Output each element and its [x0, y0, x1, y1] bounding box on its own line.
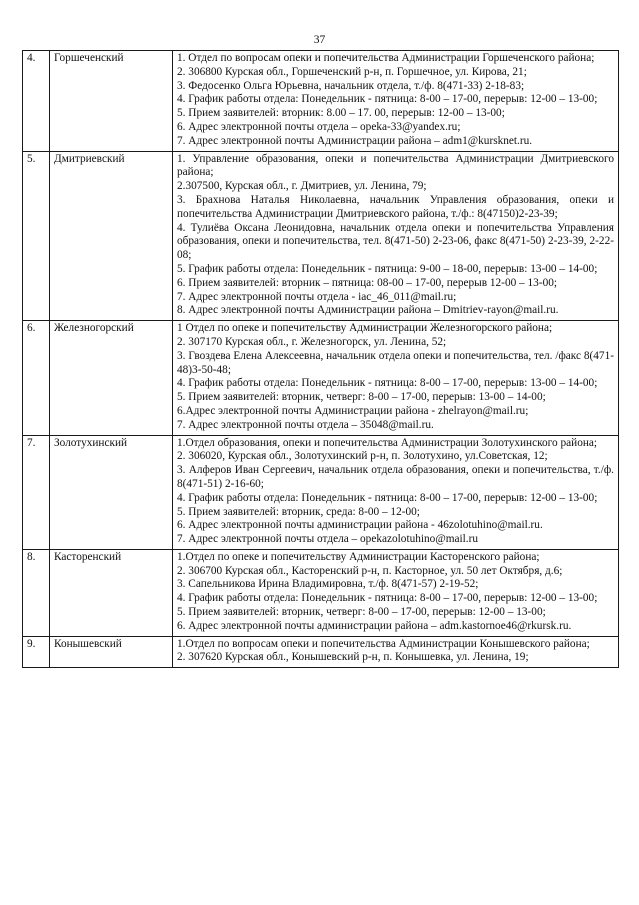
department-info: [173, 636, 619, 668]
info-line: 7. Адрес электронной почты отдела – 35048@mail.ru.: [177, 418, 434, 431]
table-row: [23, 549, 619, 636]
info-line: 3. Брахнова Наталья Николаевна, начальник Управления образования, опеки и попечительства Администрации Дмитриевского района, т./ф.: 8(47150)2-23-39;: [177, 193, 614, 220]
info-line: 4. График работы отдела: Понедельник - пятница: 8-00 – 17-00, перерыв: 12-00 – 13-00;: [177, 491, 598, 504]
info-line: 2.307500, Курская обл., г. Дмитриев, ул. Ленина, 79;: [177, 180, 427, 193]
info-line: 5. График работы отдела: Понедельник - пятница: 9-00 – 18-00, перерыв: 13-00 – 14-00;: [177, 262, 598, 275]
info-line: 1.Отдел по вопросам опеки и попечительства Администрации Конышевского района;: [177, 637, 590, 650]
info-line: 3. Федосенко Ольга Юрьевна, начальник отдела, т./ф. 8(471-33) 2-18-83;: [177, 79, 525, 92]
info-line: 3. Гвоздева Елена Алексеевна, начальник отдела опеки и попечительства, тел. /факс 8(471-48)3-50-48;: [177, 349, 614, 376]
table-row: [23, 636, 619, 668]
table-row: [23, 51, 619, 152]
department-info: [173, 151, 619, 321]
info-line: 6. Адрес электронной почты администрации района – adm.kastornoe46@rkursk.ru.: [177, 619, 572, 632]
info-line: 6. Адрес электронной почты отдела – opeka-33@yandex.ru;: [177, 120, 461, 133]
table-row: [23, 435, 619, 549]
info-line: 1 Отдел по опеке и попечительству Администрации Железногорского района;: [177, 322, 553, 335]
info-line: 1.Отдел по опеке и попечительству Администрации Касторенского района;: [177, 550, 540, 563]
row-number: 4.: [23, 51, 50, 152]
info-line: 7. Адрес электронной почты Администрации района – adm1@kursknet.ru.: [177, 134, 533, 147]
info-line: 8. Адрес электронной почты Администрации района – Dmitriev-rayon@mail.ru.: [177, 304, 559, 317]
row-number: 6.: [23, 321, 50, 435]
district-name: Горшеченский: [50, 51, 173, 152]
guardianship-departments-table: [22, 50, 619, 668]
table-row: [23, 151, 619, 321]
row-number: 8.: [23, 549, 50, 636]
info-line: 7. Адрес электронной почты отдела – opekazolotuhino@mail.ru: [177, 533, 479, 546]
info-line: 7. Адрес электронной почты отдела - iac_46_011@mail.ru;: [177, 290, 457, 303]
info-line: 4. График работы отдела: Понедельник - пятница: 8-00 – 17-00, перерыв: 12-00 – 13-00;: [177, 93, 598, 106]
page-number: 37: [313, 34, 326, 46]
info-line: 5. Прием заявителей: вторник, среда: 8-00 – 12-00;: [177, 505, 420, 518]
department-info: [173, 549, 619, 636]
info-line: 4. Тулиёва Оксана Леонидовна, начальник отдела опеки и попечительства Управления образования, опеки и попечительства, тел. 8(471-50) 2-23-06, факс 8(471-50) 2-23-39, 2-22-08;: [177, 221, 614, 262]
info-line: 2. 306700 Курская обл., Касторенский р-н, п. Касторное, ул. 50 лет Октября, д.6;: [177, 564, 563, 577]
department-info: [173, 51, 619, 152]
district-name: Дмитриевский: [50, 151, 173, 321]
row-number: 7.: [23, 435, 50, 549]
district-name: Железногорский: [50, 321, 173, 435]
district-name: Конышевский: [50, 636, 173, 668]
department-info: [173, 321, 619, 435]
info-line: 4. График работы отдела: Понедельник - пятница: 8-00 – 17-00, перерыв: 12-00 – 13-00;: [177, 592, 598, 605]
info-line: 1.Отдел образования, опеки и попечительства Администрации Золотухинского района;: [177, 436, 598, 449]
info-line: 1. Управление образования, опеки и попечительства Администрации Дмитриевского района;: [177, 152, 614, 179]
info-line: 6.Адрес электронной почты Администрации района - zhelrayon@mail.ru;: [177, 404, 529, 417]
district-name: Касторенский: [50, 549, 173, 636]
info-line: 3. Алферов Иван Сергеевич, начальник отдела образования, опеки и попечительства, т./ф. 8(471-51) 2-16-60;: [177, 464, 614, 490]
info-line: 5. Прием заявителей: вторник, четверг: 8-00 – 17-00, перерыв: 12-00 – 13-00;: [177, 606, 546, 619]
info-line: 3. Сапельникова Ирина Владимировна, т./ф. 8(471-57) 2-19-52;: [177, 578, 479, 591]
row-number: 5.: [23, 151, 50, 321]
info-line: 5. Прием заявителей: вторник: 8.00 – 17. 00, перерыв: 12-00 – 13-00;: [177, 107, 505, 120]
info-line: 2. 306020, Курская обл., Золотухинский р-н, п. Золотухино, ул.Советская, 12;: [177, 450, 548, 463]
info-line: 2. 306800 Курская обл., Горшеченский р-н, п. Горшечное, ул. Кирова, 21;: [177, 65, 527, 78]
row-number: 9.: [23, 636, 50, 668]
info-line: 5. Прием заявителей: вторник, четверг: 8-00 – 17-00, перерыв: 13-00 – 14-00;: [177, 391, 546, 404]
info-line: 6. Прием заявителей: вторник – пятница: 08-00 – 17-00, перерыв 12-00 – 13-00;: [177, 276, 558, 289]
info-line: 2. 307620 Курская обл., Конышевский р-н, п. Конышевка, ул. Ленина, 19;: [177, 651, 529, 664]
table-row: [23, 321, 619, 435]
info-line: 1. Отдел по вопросам опеки и попечительства Администрации Горшеченского района;: [177, 52, 595, 64]
info-line: 4. График работы отдела: Понедельник - пятница: 8-00 – 17-00, перерыв: 13-00 – 14-00;: [177, 377, 598, 390]
department-info: [173, 435, 619, 549]
info-line: 6. Адрес электронной почты администрации района - 46zolotuhino@mail.ru.: [177, 519, 543, 532]
district-name: Золотухинский: [50, 435, 173, 549]
info-line: 2. 307170 Курская обл., г. Железногорск, ул. Ленина, 52;: [177, 335, 447, 348]
